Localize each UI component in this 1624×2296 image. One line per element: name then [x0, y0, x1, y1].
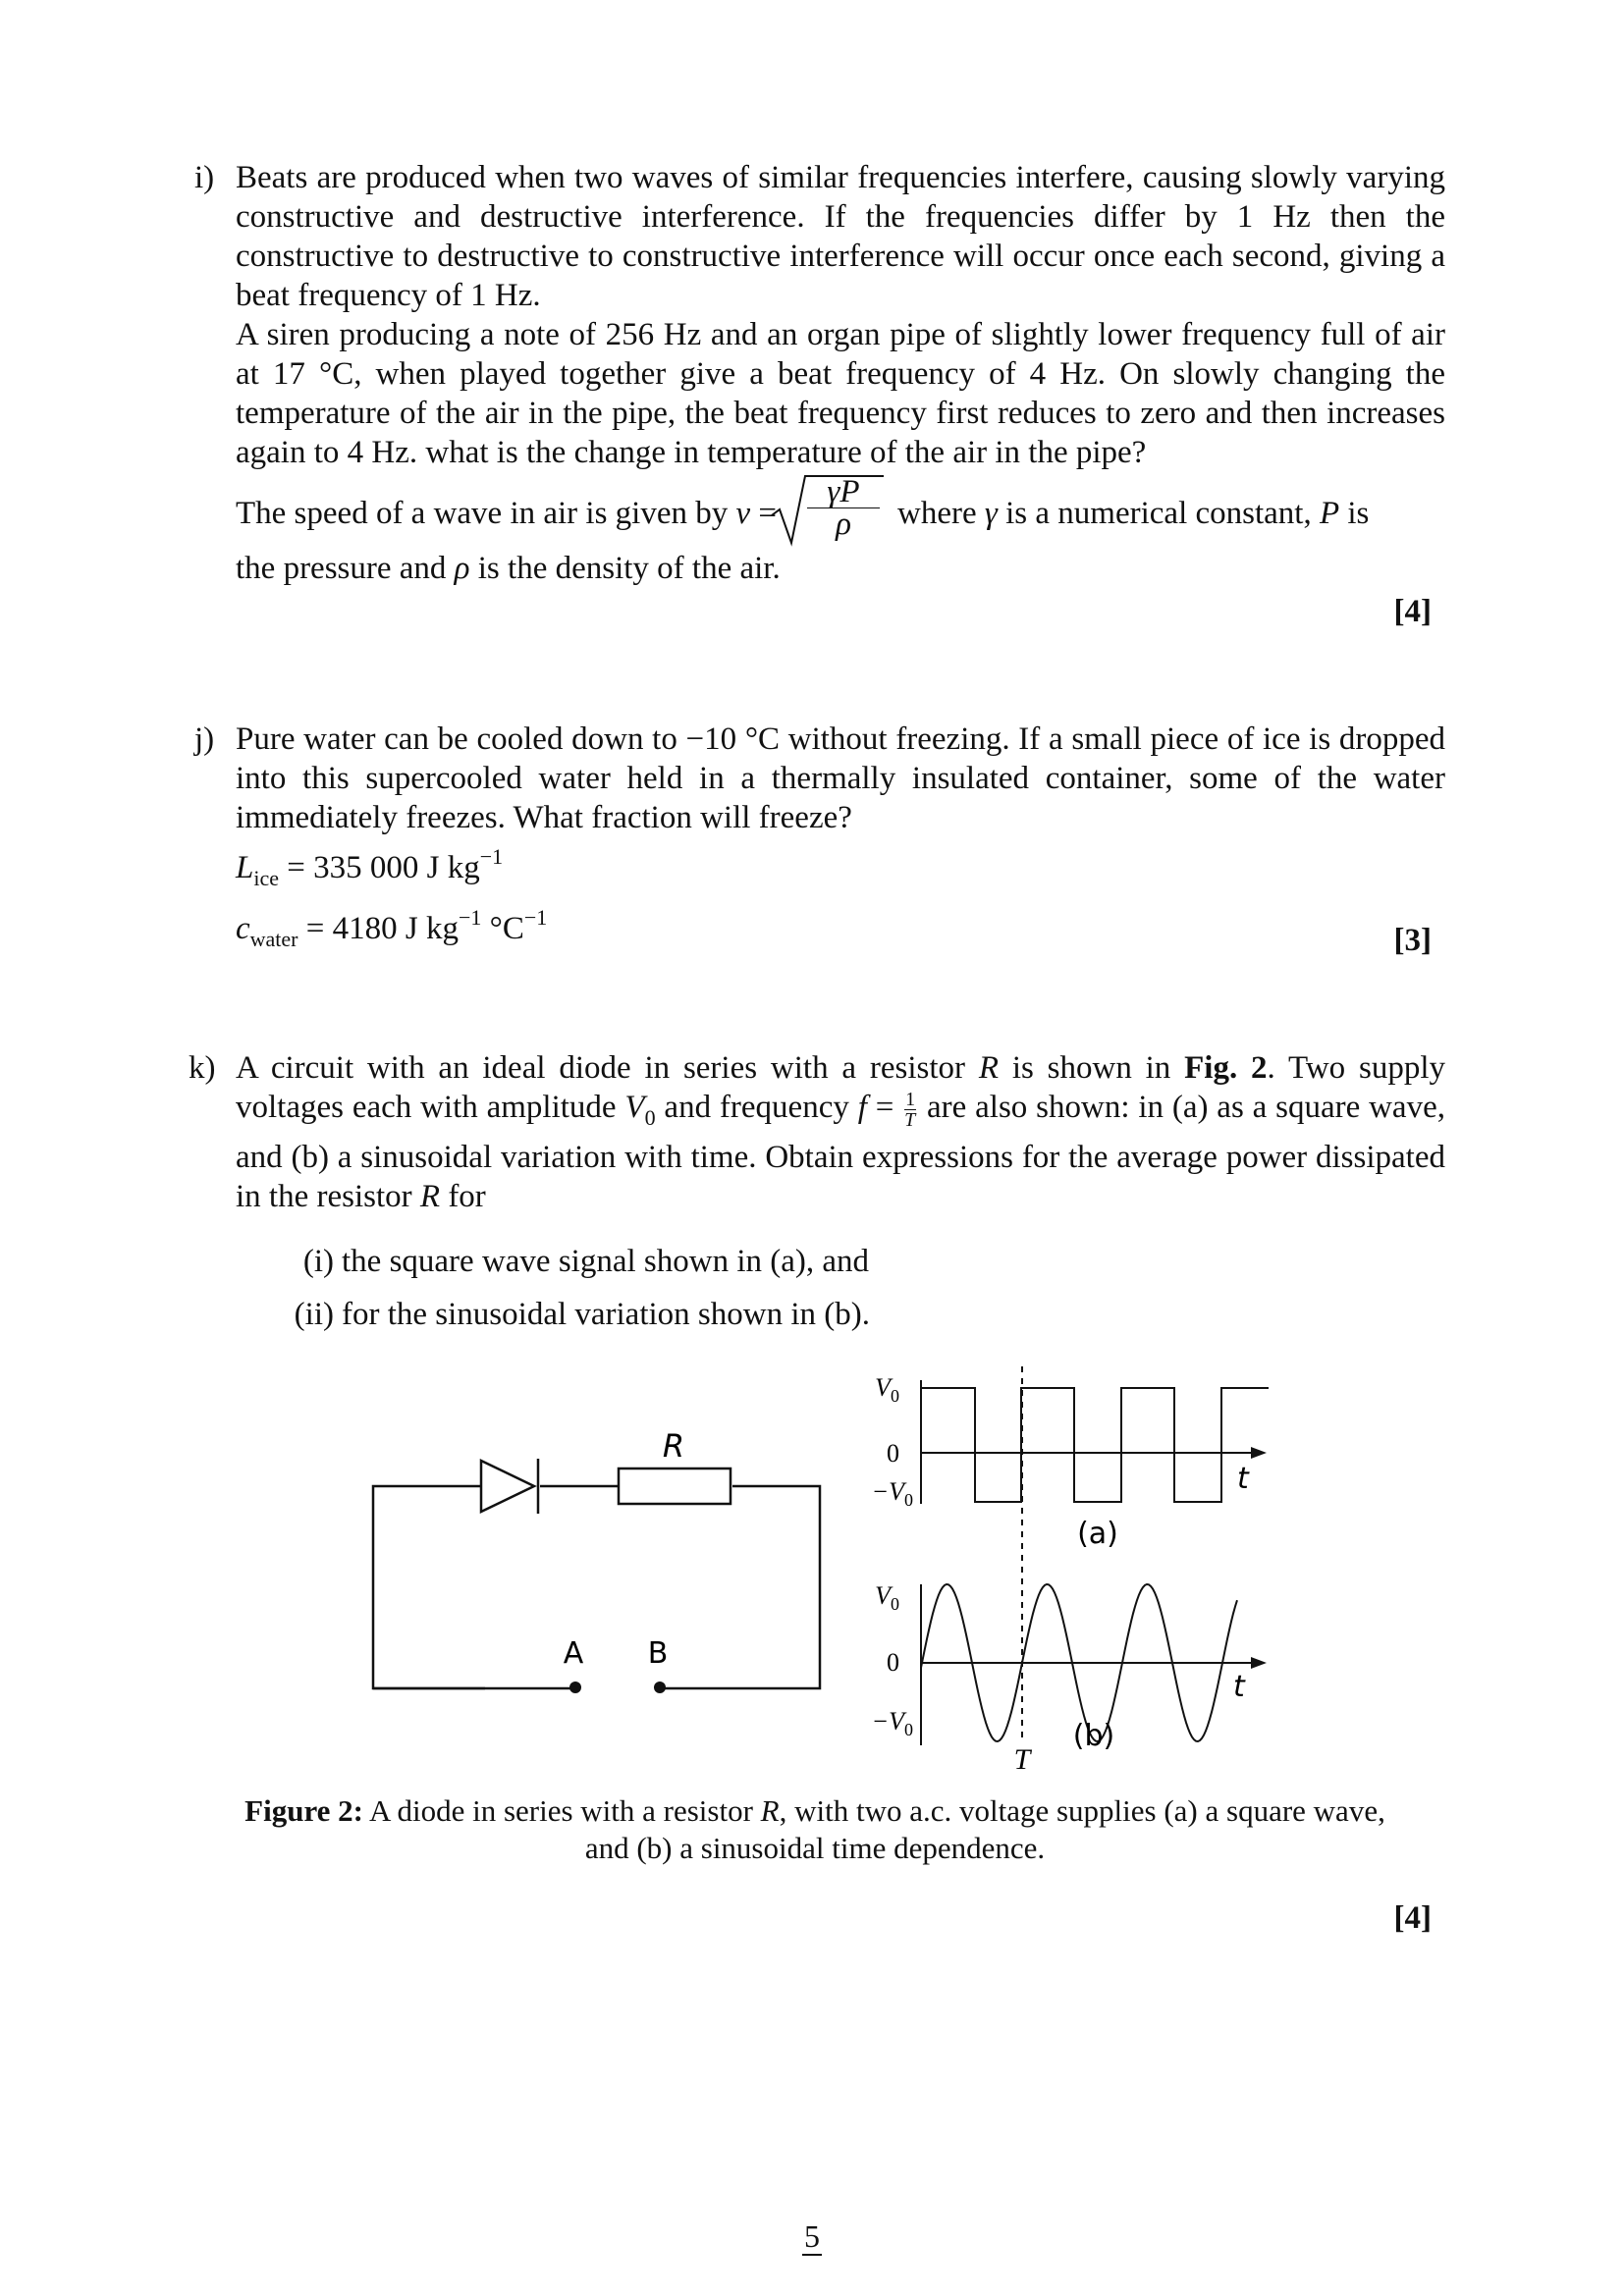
axis-b-t-label: t [1233, 1670, 1245, 1704]
axis-b-zero-label: 0 [887, 1648, 899, 1677]
period-T-label: T [1013, 1743, 1031, 1776]
speed-text-post2: is a numerical constant, [997, 496, 1320, 531]
specific-heat-subscript: water [249, 927, 298, 951]
page-number-text: 5 [804, 2218, 820, 2254]
symbol-rho: ρ [454, 551, 470, 586]
question-i-speed-line2 [236, 549, 1445, 588]
panel-a-label: (a) [1077, 1517, 1118, 1551]
k-text-a: A circuit with an ideal diode in series with a resistor [236, 1050, 979, 1086]
symbol-P: P [1319, 496, 1340, 531]
speed-eq: = [750, 496, 778, 531]
caption-text-post: , with two a.c. voltage supplies (a) a square wave, [779, 1793, 1385, 1828]
question-i-paragraph-1: Beats are produced when two waves of similar frequencies interfere, causing slowly varying constructive and destructive interference. If the frequencies differ by 1 Hz then the constructive to destructive to constructive interference will occur once each second, giving a beat frequency of 1 Hz. [236, 160, 1445, 313]
caption-line-2: and (b) a sinusoidal time dependence. [584, 1831, 1046, 1865]
k-subitems [291, 1242, 1445, 1334]
speed-symbol-v: v [735, 496, 751, 531]
axis-a-v0-label: $V_0$ [875, 1373, 899, 1406]
speed-line2-post: is the density of the air. [469, 551, 781, 586]
resistor-icon [619, 1468, 731, 1504]
k-frequency-fraction [904, 1090, 916, 1130]
latent-heat-symbol: L [236, 850, 254, 885]
axis-a-t-label: t [1237, 1462, 1249, 1496]
speed-line2-pre: the pressure and [236, 551, 455, 586]
page-number [0, 2216, 1624, 2256]
sqrt-denominator: ρ [836, 507, 851, 542]
square-wave-graph [872, 1373, 1269, 1551]
k-subitem-i-number: (i) [302, 1244, 334, 1279]
k-symbol-R-2: R [419, 1179, 441, 1214]
latent-heat-line [236, 837, 1445, 898]
specific-heat-exponent-1: −1 [458, 905, 482, 930]
sqrt-numerator: γP [807, 476, 880, 508]
terminal-b-label: B [647, 1636, 669, 1671]
latent-heat-subscript: ice [253, 866, 280, 890]
specific-heat-unit-2: °C [481, 911, 524, 946]
caption-line-1 [236, 1792, 1394, 1830]
k-fraction-denominator: T [904, 1108, 916, 1131]
question-i-paragraph-2: A siren producing a note of 256 Hz and an organ pipe of slightly lower frequency full of air at 17 °C, when played together give a beat frequency of 4 Hz. On slowly changing the temperature of the air in the pipe, the beat frequency first reduces to zero and then increases again to 4 Hz. what is the change in temperature of the air in the pipe? [236, 317, 1445, 470]
k-equals: = [866, 1090, 903, 1125]
square-wave-trace [921, 1388, 1269, 1502]
question-i-label: i) [194, 160, 215, 195]
k-subitem-i-text: the square wave signal shown in (a), and [342, 1244, 870, 1279]
panel-b-label: (b) [1072, 1719, 1115, 1753]
k-text-f: for [440, 1179, 486, 1214]
axis-b-arrow-icon [1251, 1657, 1267, 1669]
caption-bold: Figure 2: [244, 1793, 363, 1828]
circuit-wire-left [373, 1486, 485, 1688]
specific-heat-exponent-2: −1 [523, 905, 548, 930]
question-k-label: k) [189, 1050, 216, 1086]
question-j-mark: [3] [1393, 923, 1432, 958]
speed-text-post3: is [1339, 496, 1370, 531]
caption-symbol-R: R [760, 1793, 780, 1828]
specific-heat-value: = 4180 J kg [298, 911, 459, 946]
k-text-b: is shown in [999, 1050, 1185, 1086]
k-symbol-f: f [857, 1090, 867, 1125]
axis-a-zero-label: 0 [887, 1439, 899, 1468]
circuit-diagram [373, 1459, 820, 1688]
question-k [189, 1048, 1446, 1348]
symbol-gamma: γ [984, 496, 998, 531]
k-subitem-ii-text: for the sinusoidal variation shown in (b). [342, 1297, 870, 1332]
question-j [194, 720, 1445, 959]
caption-text-pre: A diode in series with a resistor [363, 1793, 761, 1828]
axis-b-neg-v0-label: $-V_0$ [871, 1707, 913, 1739]
k-text-d: and frequency [655, 1090, 858, 1125]
question-k-paragraph [236, 1048, 1445, 1216]
terminal-b-icon [654, 1682, 666, 1693]
k-text-c: . Two supply voltages each with amplitude [236, 1050, 1446, 1125]
k-subitem-i [291, 1242, 1445, 1281]
latent-heat-value: = 335 000 J kg [279, 850, 480, 885]
question-k-mark: [4] [1393, 1900, 1432, 1936]
figure-caption [236, 1792, 1394, 1867]
figure-2 [353, 1366, 1296, 1779]
terminal-a-label: A [563, 1636, 584, 1671]
sine-wave-graph [872, 1581, 1267, 1776]
k-text-e: are also shown: in (a) as a square wave, and (b) a sinusoidal variation with time. Obtain expressions for the average power dissipated in the resistor [236, 1090, 1445, 1214]
resistor-label: R [662, 1427, 685, 1465]
speed-text-post1: where [897, 496, 985, 531]
k-subitem-ii-number: (ii) [294, 1297, 334, 1332]
axis-a-neg-v0-label: $-V_0$ [871, 1477, 913, 1510]
question-j-paragraph: Pure water can be cooled down to −10 °C without freezing. If a small piece of ice is dropped into this supercooled water held in a thermally insulated container, some of the water immediately freezes. What fraction will freeze? [236, 721, 1445, 835]
k-symbol-R: R [978, 1050, 999, 1086]
k-figure-reference: Fig. 2 [1184, 1050, 1268, 1086]
question-i-mark: [4] [1393, 594, 1432, 629]
k-fraction-numerator: 1 [905, 1088, 916, 1110]
latent-heat-exponent: −1 [479, 844, 504, 869]
speed-text-pre: The speed of a wave in air is given by [236, 496, 736, 531]
axis-b-v0-label: $V_0$ [875, 1581, 899, 1614]
circuit-wire-right [660, 1486, 820, 1688]
diode-icon [481, 1461, 534, 1512]
specific-heat-symbol: c [236, 911, 250, 946]
question-i-speed-formula [236, 474, 1445, 545]
k-subitem-ii [291, 1295, 1445, 1334]
sqrt-formula [768, 472, 886, 547]
k-symbol-V: V [624, 1090, 645, 1125]
question-i [194, 158, 1445, 588]
axis-a-arrow-icon [1251, 1447, 1267, 1459]
k-symbol-V-subscript: 0 [644, 1105, 656, 1130]
question-j-label: j) [194, 721, 215, 757]
specific-heat-line [236, 898, 1445, 959]
